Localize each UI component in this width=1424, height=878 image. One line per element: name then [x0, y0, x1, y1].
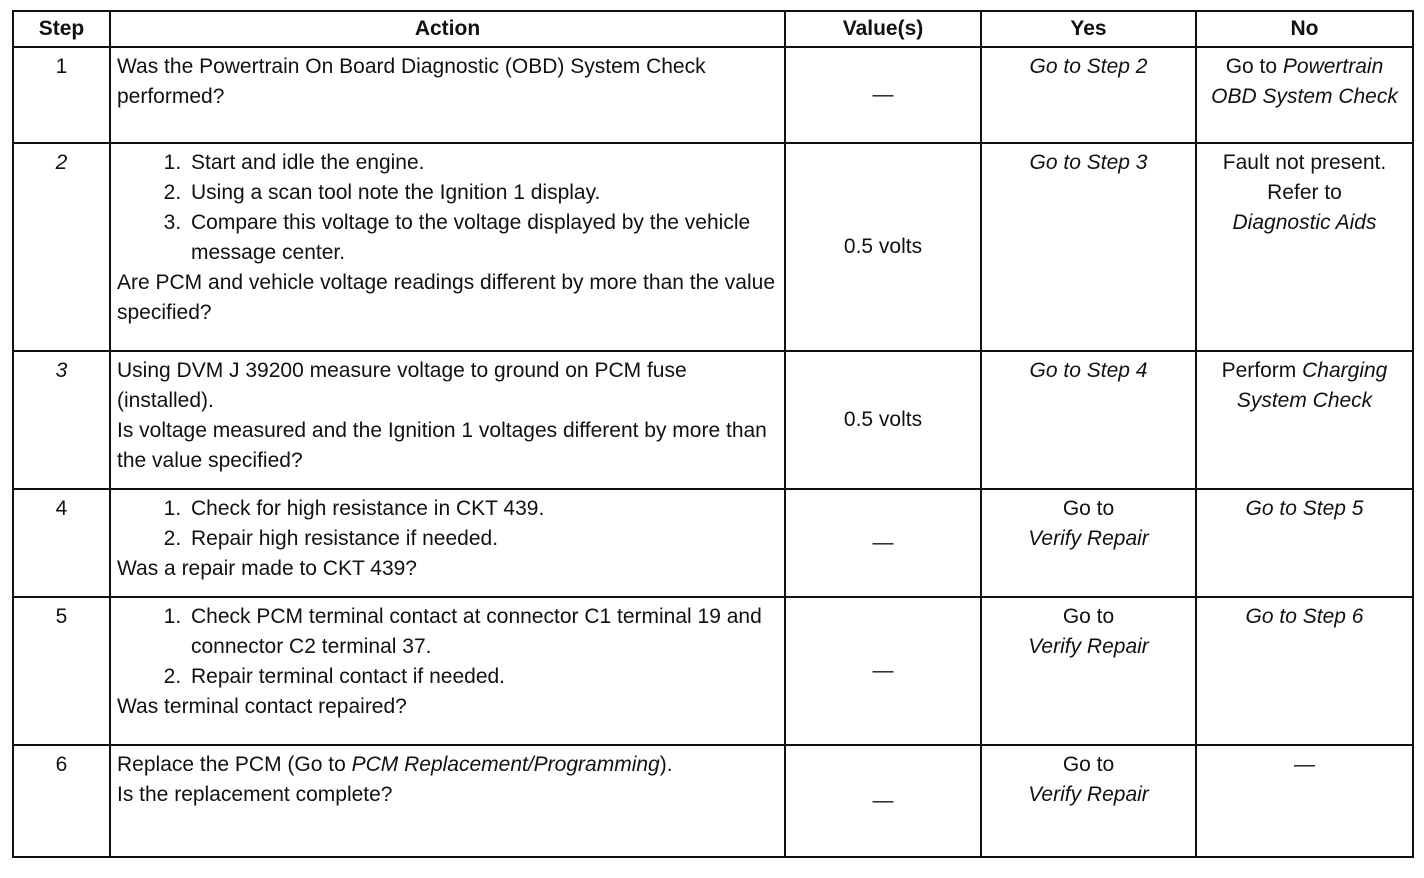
step-number: 4 — [13, 489, 110, 597]
action-prefix: Replace the PCM (Go to — [117, 753, 346, 776]
action-list-item: 1. Check for high resistance in CKT 439. — [187, 494, 778, 524]
table-row-step-6 — [13, 745, 1413, 857]
table-row-step-4 — [13, 489, 1413, 597]
action-list-item: 2. Repair terminal contact if needed. — [187, 662, 778, 692]
action-list — [117, 602, 778, 692]
no-cell: Go to Step 5 — [1196, 489, 1413, 597]
header-no: No — [1196, 11, 1413, 47]
yes-cell — [981, 489, 1196, 597]
action-cell — [110, 351, 785, 489]
no-cell: Go to Step 6 — [1196, 597, 1413, 745]
table-row-step-3 — [13, 351, 1413, 489]
no-line-1: Fault not present. — [1222, 151, 1387, 174]
yes-prefix: Go to — [1062, 753, 1115, 776]
header-action: Action — [110, 11, 785, 47]
action-list — [117, 494, 778, 554]
action-list-item: 1. Check PCM terminal contact at connector C1 terminal 19 and connector C2 terminal 37. — [187, 602, 778, 662]
action-cell — [110, 489, 785, 597]
action-text — [117, 750, 778, 780]
yes-cell: Go to Step 2 — [981, 47, 1196, 143]
no-line-2: Refer to — [1267, 181, 1342, 204]
step-number: 2 — [13, 143, 110, 351]
yes-link: Verify Repair — [1028, 635, 1149, 658]
action-list-item: 3. Compare this voltage to the voltage displayed by the vehicle message center. — [187, 208, 778, 268]
action-cell — [110, 597, 785, 745]
action-question: Are PCM and vehicle voltage readings different by more than the value specified? — [117, 271, 775, 324]
diagnostic-table — [12, 10, 1414, 858]
yes-cell — [981, 597, 1196, 745]
header-step: Step — [13, 11, 110, 47]
action-suffix: ). — [659, 753, 673, 776]
header-yes: Yes — [981, 11, 1196, 47]
header-row — [13, 11, 1413, 47]
action-text: Was the Powertrain On Board Diagnostic (OBD) System Check performed? — [117, 55, 706, 108]
step-number: 5 — [13, 597, 110, 745]
no-link: Diagnostic Aids — [1232, 211, 1377, 234]
table-row-step-5 — [13, 597, 1413, 745]
action-list — [117, 148, 778, 268]
yes-link: Verify Repair — [1028, 783, 1149, 806]
diagnostic-table-wrapper — [12, 10, 1412, 858]
no-link: Powertrain OBD System Check — [1211, 55, 1398, 108]
action-question: Is voltage measured and the Ignition 1 voltages different by more than the value specified? — [117, 419, 767, 472]
action-cell — [110, 143, 785, 351]
no-cell — [1196, 143, 1413, 351]
value-cell: 0.5 volts — [785, 143, 981, 351]
action-question: Was a repair made to CKT 439? — [117, 557, 417, 580]
table-row-step-1 — [13, 47, 1413, 143]
no-cell — [1196, 47, 1413, 143]
header-values: Value(s) — [785, 11, 981, 47]
action-text: Using DVM J 39200 measure voltage to ground on PCM fuse (installed). — [117, 359, 687, 412]
action-link: PCM Replacement/Programming — [351, 753, 660, 776]
yes-prefix: Go to — [1062, 605, 1115, 628]
value-cell: — — [785, 489, 981, 597]
no-link: Charging System Check — [1236, 359, 1388, 412]
no-prefix: Go to — [1225, 55, 1278, 78]
value-cell: 0.5 volts — [785, 351, 981, 489]
yes-link: Verify Repair — [1028, 527, 1149, 550]
value-cell: — — [785, 47, 981, 143]
yes-cell: Go to Step 4 — [981, 351, 1196, 489]
step-number: 1 — [13, 47, 110, 143]
action-question: Was terminal contact repaired? — [117, 695, 407, 718]
no-cell — [1196, 351, 1413, 489]
step-number: 6 — [13, 745, 110, 857]
step-number: 3 — [13, 351, 110, 489]
table-row-step-2 — [13, 143, 1413, 351]
value-cell: — — [785, 597, 981, 745]
yes-cell — [981, 745, 1196, 857]
action-list-item: 1. Start and idle the engine. — [187, 148, 778, 178]
no-cell: — — [1196, 745, 1413, 857]
action-list-item: 2. Repair high resistance if needed. — [187, 524, 778, 554]
yes-cell: Go to Step 3 — [981, 143, 1196, 351]
action-cell — [110, 745, 785, 857]
action-list-item: 2. Using a scan tool note the Ignition 1 display. — [187, 178, 778, 208]
value-cell: — — [785, 745, 981, 857]
action-cell — [110, 47, 785, 143]
yes-prefix: Go to — [1062, 497, 1115, 520]
no-prefix: Perform — [1221, 359, 1297, 382]
action-question: Is the replacement complete? — [117, 783, 393, 806]
